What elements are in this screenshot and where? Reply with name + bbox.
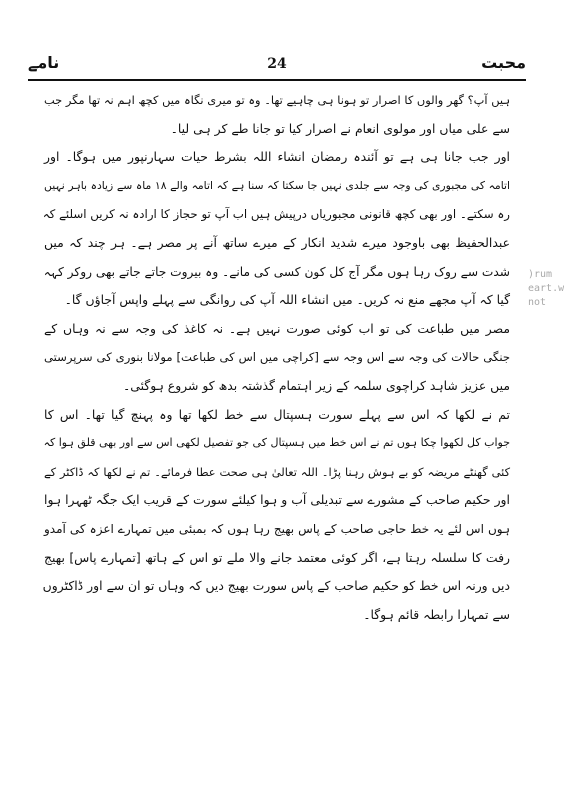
header-book-title: محبت xyxy=(481,53,526,72)
watermark-line: not xyxy=(528,297,547,308)
page-number: 24 xyxy=(267,56,287,72)
page-header xyxy=(28,52,526,78)
text-line: اور حکیم صاحب کے مشورے سے تبدیلی آب و ہوا کیلئے سورت کے قریب ایک جگہ ٹھہرا ہوا xyxy=(44,492,510,508)
text-line: مصر میں طباعت کی تو اب کوئی صورت نہیں ہے۔ نہ کاغذ کی وجہ سے نہ وہاں کے xyxy=(44,320,510,336)
header-section-title: نامے xyxy=(28,53,60,72)
text-line: رہ سکتے۔ اور بھی کچھ قانونی مجبوریاں درپیش ہیں اب آپ تو حجاز کا ارادہ نہ کریں اسلئے کہ xyxy=(42,207,510,222)
text-line: میں عزیز شاہد کراچوی سلمہ کے زیر اہتمام گذشتہ بدھ کو شروع ہوگئی۔ xyxy=(122,377,510,393)
letter-body xyxy=(44,86,510,629)
text-line: جواب کل لکھوا چکا ہوں تم نے اس خط میں ہسپتال کی جو تفصیل لکھی اس سے اور بھی قلق ہوا کہ xyxy=(43,436,510,450)
watermark xyxy=(528,268,564,310)
text-line: سے علی میاں اور مولوی انعام نے اصرار کیا تو جانا طے کر ہی لیا۔ xyxy=(170,120,510,136)
text-line: اور جب جانا ہی ہے تو آئندہ رمضان انشاء اللہ بشرط حیات سہارنپور میں ہوگا۔ اور xyxy=(44,149,510,165)
text-line: گیا کہ آپ مجھے منع نہ کریں۔ میں انشاء اللہ آپ کی روانگی سے پہلے واپس آجاؤں گا۔ xyxy=(64,292,510,308)
text-line: عبدالحفیظ بھی باوجود میرے شدید انکار کے میرے ساتھ آنے پر مصر ہے۔ ہر چند کہ میں xyxy=(44,234,510,250)
text-line: ہیں آپ؟ گھر والوں کا اصرار تو ہونا ہی چاہیے تھا۔ وہ تو میری نگاہ میں کچھ اہم نہ تھا مگر جب xyxy=(44,93,510,107)
text-line: تم نے لکھا کہ اس سے پہلے سورت ہسپتال سے خط لکھا تھا وہ پہنچ گیا تھا۔ اس کا xyxy=(44,406,510,422)
watermark-line: )rum xyxy=(528,269,553,280)
text-line: جنگی حالات کی وجہ سے اس وجہ سے [کراچی میں اس کی طباعت] مولانا بنوری کی سرپرستی xyxy=(44,350,510,365)
header-divider xyxy=(28,79,526,81)
text-line: دیں ورنہ اس خط کو حکیم صاحب کے پاس سورت بھیج دیں کہ وہاں تو ان سے اور ڈاکٹروں xyxy=(42,578,510,594)
text-line: سے تمہارا رابطہ قائم ہوگا۔ xyxy=(363,606,510,622)
text-line: ہوں اس لئے یہ خط حاجی صاحب کے پاس بھیج رہا ہوں کہ بمبئی میں تمہارے اعزہ کی آمدو xyxy=(44,521,510,536)
text-line: شدت سے روک رہا ہوں مگر آج کل کون کسی کی مانے۔ وہ بیروت جاتے جاتے بھی روکر کہہ xyxy=(43,264,510,279)
text-line: اتامہ کی مجبوری کی وجہ سے جلدی نہیں جا سکتا کہ سنا ہے کہ اتامہ والے ۱۸ ماہ سے زیادہ باہر نہیں xyxy=(44,178,510,192)
watermark-line: eart.w xyxy=(528,283,564,294)
text-line: کئی گھنٹے مریضہ کو بے ہوش رہنا پڑا۔ اللہ تعالیٰ ہی صحت عطا فرمائے۔ تم نے لکھا کہ ڈاکٹر کے xyxy=(44,464,510,479)
text-line: رفت کا سلسلہ رہتا ہے، اگر کوئی معتمد جانے والا ملے تو اس کے ہاتھ [تمہارے پاس] بھیج xyxy=(44,549,510,565)
